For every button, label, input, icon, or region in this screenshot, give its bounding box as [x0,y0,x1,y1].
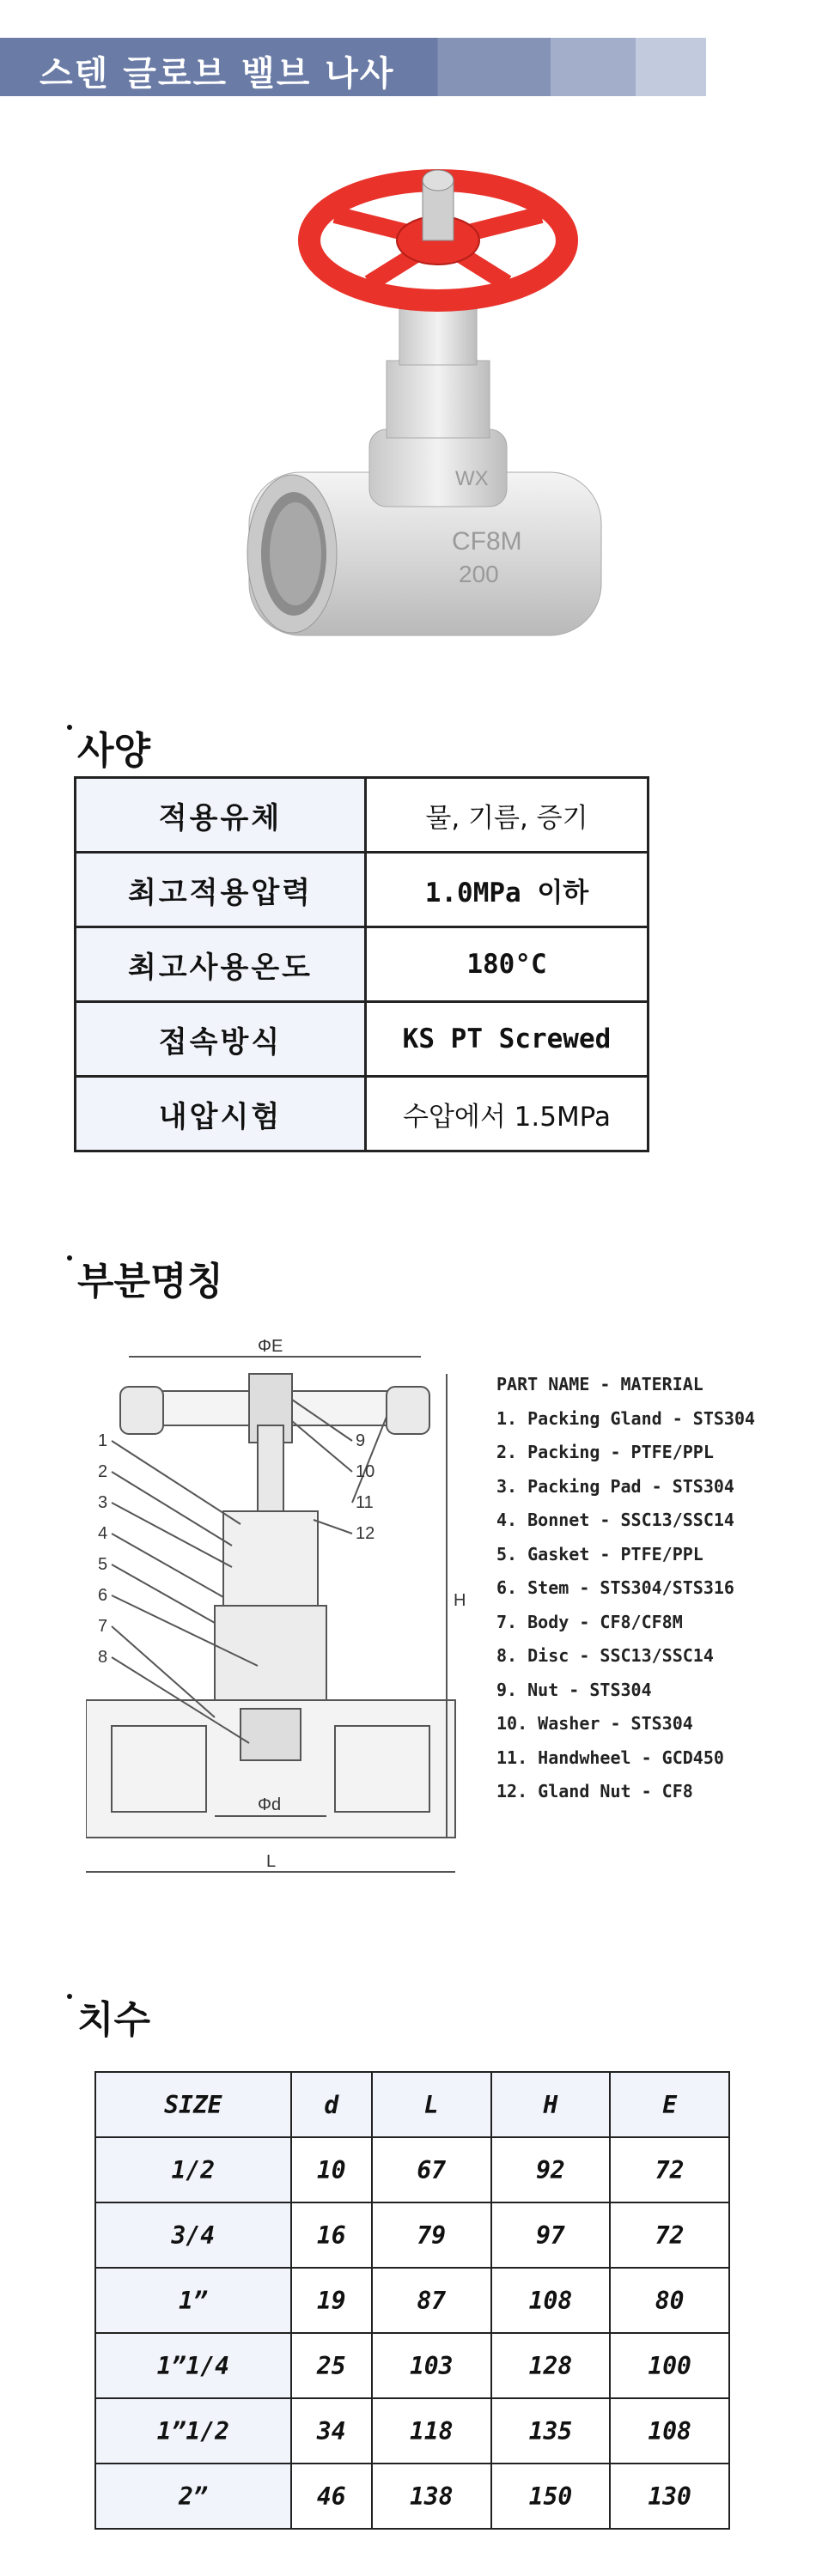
bullet-dot [67,1255,72,1261]
table-cell: 108 [610,2398,729,2464]
column-header: d [291,2072,372,2137]
list-item: 5. Gasket - PTFE/PPL [496,1543,703,1564]
part-number: 4 [98,1524,108,1543]
page-title: 스텐 글로브 밸브 나사 [40,54,395,94]
parts-list-header: PART NAME - MATERIAL [496,1374,703,1394]
list-item: 4. Bonnet - SSC13/SSC14 [496,1510,734,1530]
part-number: 1 [98,1431,108,1450]
column-header: H [491,2072,611,2137]
table-cell: 3/4 [95,2202,291,2268]
table-row [95,2268,729,2333]
part-number: 2 [98,1462,108,1481]
spec-key: 최고사용온도 [76,927,366,1002]
table-row [95,2202,729,2268]
table-row [76,1002,649,1077]
table-cell: 80 [610,2268,729,2333]
table-cell: 19 [291,2268,372,2333]
table-cell: 1”1/4 [95,2333,291,2398]
table-row [95,2333,729,2398]
table-row [76,1077,649,1151]
list-item: 2. Packing - PTFE/PPL [496,1442,714,1462]
table-row [95,2137,729,2202]
dim-label-h: H [454,1591,466,1610]
column-header: L [372,2072,491,2137]
spec-table [74,776,649,1152]
list-item: 11. Handwheel - GCD450 [496,1747,724,1768]
spec-value: 1.0MPa 이하 [366,853,649,927]
part-number: 11 [356,1493,374,1512]
table-cell: 130 [610,2464,729,2529]
product-photo [241,146,618,661]
table-row [76,853,649,927]
table-cell: 67 [372,2137,491,2202]
table-cell: 72 [610,2137,729,2202]
table-cell: 103 [372,2333,491,2398]
dims-section-title: 치수 [67,1989,150,2044]
table-cell: 128 [491,2333,611,2398]
table-cell: 87 [372,2268,491,2333]
parts-section-title: 부분명칭 [67,1250,223,1305]
part-number: 9 [356,1431,366,1450]
table-cell: 138 [372,2464,491,2529]
part-number: 3 [98,1493,108,1512]
title-banner [0,38,706,96]
spec-key: 접속방식 [76,1002,366,1077]
parts-list [496,1374,806,1815]
table-cell: 100 [610,2333,729,2398]
table-cell: 16 [291,2202,372,2268]
table-row [76,778,649,853]
table-cell: 72 [610,2202,729,2268]
spec-value: KS PT Screwed [366,1002,649,1077]
list-item: 9. Nut - STS304 [496,1679,652,1700]
table-cell: 135 [491,2398,611,2464]
table-cell: 25 [291,2333,372,2398]
table-cell: 97 [491,2202,611,2268]
dim-label-l: L [266,1852,277,1871]
spec-value: 180°C [366,927,649,1002]
list-item: 12. Gland Nut - CF8 [496,1781,693,1801]
spec-value: 수압에서 1.5MPa [366,1077,649,1151]
part-number: 8 [98,1648,108,1667]
list-item: 6. Stem - STS304/STS316 [496,1577,734,1598]
table-cell: 108 [491,2268,611,2333]
spec-key: 최고적용압력 [76,853,366,927]
table-cell: 150 [491,2464,611,2529]
logo-mark: WX [455,467,489,490]
part-number: 10 [356,1462,375,1481]
table-header-row [95,2072,729,2137]
table-row [95,2398,729,2464]
part-number: 6 [98,1586,108,1605]
part-number: 5 [98,1555,108,1574]
dim-label-d: Φd [258,1795,282,1814]
column-header: E [610,2072,729,2137]
bullet-dot [67,725,72,730]
dimension-table [94,2071,730,2530]
table-cell: 10 [291,2137,372,2202]
part-number: 12 [356,1524,375,1543]
table-cell: 92 [491,2137,611,2202]
column-header: SIZE [95,2072,291,2137]
table-cell: 34 [291,2398,372,2464]
cross-section-diagram [86,1340,472,1898]
table-cell: 1”1/2 [95,2398,291,2464]
spec-key: 적용유체 [76,778,366,853]
table-cell: 1/2 [95,2137,291,2202]
list-item: 10. Washer - STS304 [496,1713,693,1734]
table-row [95,2464,729,2529]
bullet-dot [67,1994,72,1999]
spec-section-title: 사양 [67,720,150,775]
pressure-mark: 200 [459,561,499,587]
spec-value: 물, 기름, 증기 [366,778,649,853]
table-cell: 79 [372,2202,491,2268]
table-row [76,927,649,1002]
body-mark: CF8M [452,527,522,556]
list-item: 1. Packing Gland - STS304 [496,1407,756,1429]
part-number: 7 [98,1617,108,1636]
table-cell: 46 [291,2464,372,2529]
table-cell: 118 [372,2398,491,2464]
spec-key: 내압시험 [76,1077,366,1151]
dim-label-e: ΦE [258,1340,283,1356]
table-cell: 1” [95,2268,291,2333]
list-item: 7. Body - CF8/CF8M [496,1611,683,1632]
table-cell: 2” [95,2464,291,2529]
list-item: 8. Disc - SSC13/SSC14 [496,1645,714,1666]
list-item: 3. Packing Pad - STS304 [496,1475,734,1497]
